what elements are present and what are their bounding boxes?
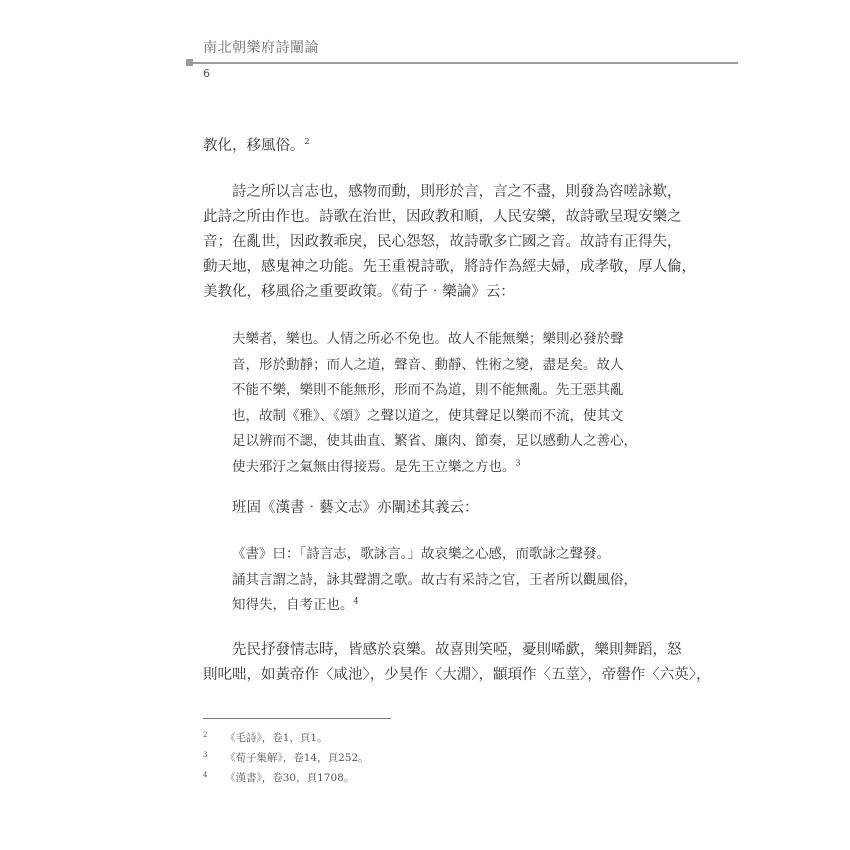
block-quote-1 xyxy=(232,327,702,480)
continuation-text: 教化，移風俗。 xyxy=(203,138,305,154)
continuation-line xyxy=(203,134,703,159)
quote-line: 夫樂者，樂也。人情之所必不免也。故人不能無樂；樂則必發於聲 xyxy=(232,331,624,347)
page-number: 6 xyxy=(203,67,210,80)
quote-line: 足以辨而不諰，使其曲直、繁省、廉肉、節奏，足以感動人之善心， xyxy=(232,433,637,449)
footnote-3 xyxy=(203,748,369,768)
quote-line: 使夫邪汙之氣無由得接焉。是先王立樂之方也。 xyxy=(232,458,516,475)
paragraph-line: 先民抒發情志時，皆感於哀樂。故喜則笑啞，憂則唏歔，樂則舞蹈，怒 xyxy=(232,642,682,658)
paragraph-line: 音；在亂世，因政教乖戾，民心怨怒，故詩歌多亡國之音。故詩有正得失， xyxy=(203,234,682,250)
header-rule xyxy=(190,62,738,64)
footnote-number: 2 xyxy=(203,731,208,739)
paragraph-line: 則叱咄，如黃帝作〈咸池〉，少昊作〈大淵〉，顓頊作〈五莖〉，帝嚳作〈六英〉， xyxy=(203,667,711,683)
footnote-rule xyxy=(203,718,391,719)
footnote-4 xyxy=(203,768,369,788)
quote-line: 知得失，自考正也。 xyxy=(232,597,354,613)
footnote-2 xyxy=(203,728,369,748)
block-quote-2 xyxy=(232,542,702,619)
footnote-ref-3[interactable]: 3 xyxy=(515,458,521,467)
paragraph-line: 班固《漢書‧藝文志》亦闡述其義云： xyxy=(232,500,479,516)
paragraph-line: 此詩之所由作也。詩歌在治世，因政教和順，人民安樂，故詩歌呈現安樂之 xyxy=(203,209,682,225)
quote-line: 音，形於動靜；而人之道，聲音、動靜、性術之變，盡是矣。故人 xyxy=(232,356,624,373)
footnote-text: 《荀子集解》，卷14，頁252。 xyxy=(225,752,369,764)
footnote-text: 《毛詩》，卷1，頁1。 xyxy=(225,732,328,744)
footnote-text: 《漢書》，卷30，頁1708。 xyxy=(225,772,355,784)
quote-line: 《書》曰：「詩言志，歌詠言。」故哀樂之心感，而歌詠之聲發。 xyxy=(232,546,610,562)
paragraph-2 xyxy=(203,496,703,521)
footnotes xyxy=(203,728,369,788)
running-title: 南北朝樂府詩闡論 xyxy=(203,40,319,56)
paragraph-1 xyxy=(203,180,703,305)
paragraph-line: 動天地，感鬼神之功能。先王重視詩歌，將詩作為經夫婦，成孝敬，厚人倫， xyxy=(203,259,696,275)
paragraph-line: 詩之所以言志也，感物而動，則形於言，言之不盡，則發為咨嗟詠歎， xyxy=(232,184,682,200)
footnote-ref-2[interactable]: 2 xyxy=(304,137,310,147)
quote-line: 不能不樂，樂則不能無形，形而不為道，則不能無亂。先王惡其亂 xyxy=(232,382,624,398)
footnote-number: 3 xyxy=(203,751,208,759)
quote-line: 也，故制《雅》、《頌》之聲以道之，使其聲足以樂而不流，使其文 xyxy=(232,407,624,424)
quote-line: 誦其言謂之詩，詠其聲謂之歌。故古有采詩之官，王者所以觀風俗， xyxy=(232,571,637,588)
paragraph-line: 美教化，移風俗之重要政策。《荀子‧樂論》云： xyxy=(203,284,515,300)
paragraph-3 xyxy=(203,638,723,688)
footnote-ref-4[interactable]: 4 xyxy=(353,596,359,606)
footnote-number: 4 xyxy=(203,771,208,779)
